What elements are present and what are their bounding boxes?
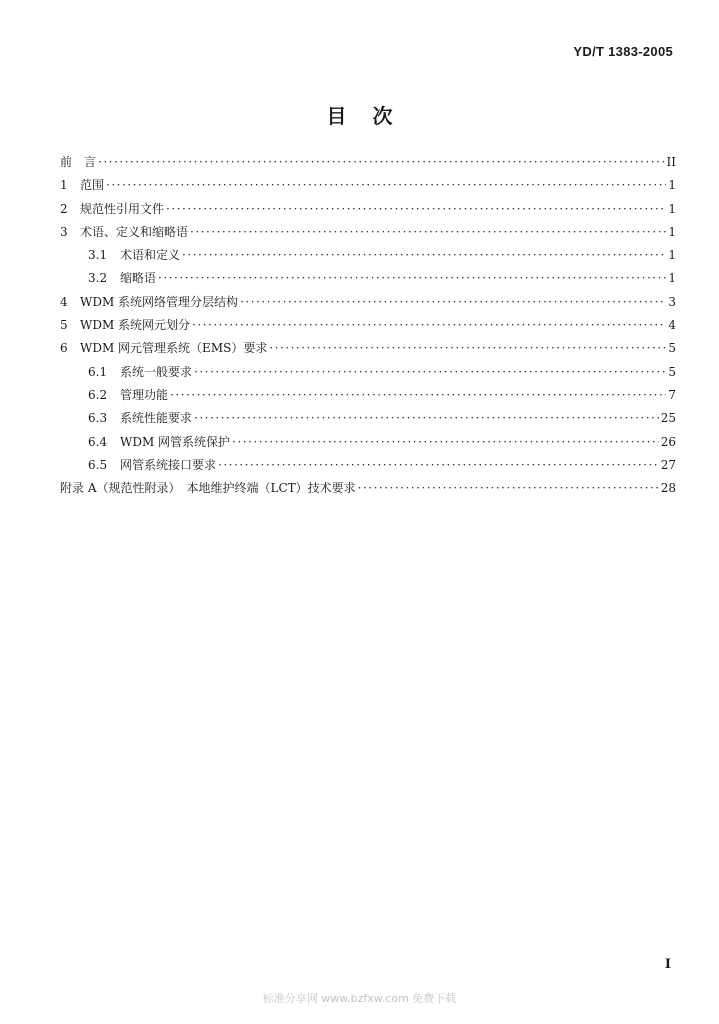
toc-entry-number: 6 [60, 341, 68, 356]
toc-entry-6-3[interactable] [60, 409, 676, 432]
toc-entry-6-4[interactable] [60, 433, 676, 456]
dot-leader [192, 318, 666, 332]
dot-leader [170, 388, 666, 402]
document-id: YD/T 1383-2005 [573, 44, 673, 59]
toc-entry-label: WDM 系统网络管理分层结构 [80, 294, 239, 309]
dot-leader [182, 248, 666, 262]
toc-entry-label: 系统一般要求 [120, 364, 193, 379]
toc-entry-label: 管理功能 [120, 387, 169, 402]
toc-entry-3-2[interactable] [60, 269, 676, 292]
toc-entry-label: 术语和定义 [120, 248, 181, 263]
toc-entry-6[interactable] [60, 339, 676, 362]
toc-entry-number: 3.2 [88, 271, 108, 286]
toc-entry-page: 3 [668, 294, 676, 309]
toc-entry-page: 5 [668, 341, 676, 356]
toc-entry-number: 3 [60, 224, 68, 239]
toc-entry-page: 1 [668, 248, 676, 263]
toc-entry-label: 术语、定义和缩略语 [80, 224, 189, 239]
toc-entry-page: II [666, 155, 676, 169]
toc-entry-number: 6.4 [88, 434, 108, 449]
dot-leader [194, 365, 666, 379]
page-title: 目次 [326, 104, 419, 128]
toc-entry-page: 27 [660, 457, 676, 472]
toc-entry-number: 5 [60, 318, 68, 333]
toc-entry-label: 系统性能要求 [120, 411, 193, 426]
toc-entry-label: WDM 网管系统保护 [120, 434, 231, 449]
toc-entry-2[interactable] [60, 200, 676, 223]
watermark: 标准分享网 www.bzfxw.com 免费下载 [262, 992, 457, 1005]
toc-entry-label: 缩略语 [120, 271, 157, 286]
toc-entry-label: 范围 [80, 178, 105, 193]
toc-entry-page: 1 [668, 178, 676, 193]
toc-entry-label: 附录 A（规范性附录） 本地维护终端（LCT）技术要求 [60, 481, 356, 496]
toc-entry-page: 4 [668, 318, 676, 333]
dot-leader [218, 458, 659, 472]
toc-entry-label: 规范性引用文件 [80, 201, 165, 216]
toc-entry-label: WDM 系统网元划分 [80, 318, 191, 333]
toc-entry-page: 1 [668, 271, 676, 286]
dot-leader [106, 178, 666, 192]
dot-leader [240, 295, 666, 309]
toc-entry-label: 网管系统接口要求 [120, 457, 217, 472]
toc-entry-number: 6.5 [88, 457, 108, 472]
toc-entry-page: 26 [660, 434, 676, 449]
toc-entry-number: 6.1 [88, 364, 108, 379]
toc-entry-page: 5 [668, 364, 676, 379]
dot-leader [269, 341, 666, 355]
toc-entry-page: 1 [668, 224, 676, 239]
toc-entry-number: 4 [60, 294, 68, 309]
toc-entry-4[interactable] [60, 293, 676, 316]
toc-entry-3[interactable] [60, 223, 676, 246]
toc-entry-6-1[interactable] [60, 363, 676, 386]
toc-entry-page: 25 [660, 411, 676, 426]
toc-entry-label: 前 言 [60, 155, 97, 169]
toc-entry-1[interactable] [60, 176, 676, 199]
page-number: I [664, 957, 671, 972]
toc-entry-5[interactable] [60, 316, 676, 339]
toc-entry-number: 3.1 [88, 248, 108, 263]
toc-entry-page: 28 [660, 481, 676, 496]
dot-leader [190, 225, 666, 239]
dot-leader [232, 435, 659, 449]
toc-entry-number: 2 [60, 201, 68, 216]
dot-leader [98, 155, 665, 169]
table-of-contents [60, 153, 676, 502]
toc-entry-3-1[interactable] [60, 246, 676, 269]
dot-leader [166, 202, 666, 216]
dot-leader [358, 481, 659, 495]
toc-entry-page: 1 [668, 201, 676, 216]
toc-entry-number: 1 [60, 178, 68, 193]
toc-entry-6-2[interactable] [60, 386, 676, 409]
toc-entry-6-5[interactable] [60, 456, 676, 479]
toc-entry-appendix-a[interactable] [60, 479, 676, 502]
toc-entry-page: 7 [668, 387, 676, 402]
toc-entry-label: WDM 网元管理系统（EMS）要求 [80, 341, 268, 356]
dot-leader [158, 271, 666, 285]
toc-entry-number: 6.2 [88, 387, 108, 402]
toc-entry-foreword[interactable] [60, 153, 676, 176]
toc-entry-number: 6.3 [88, 411, 108, 426]
dot-leader [194, 411, 659, 425]
